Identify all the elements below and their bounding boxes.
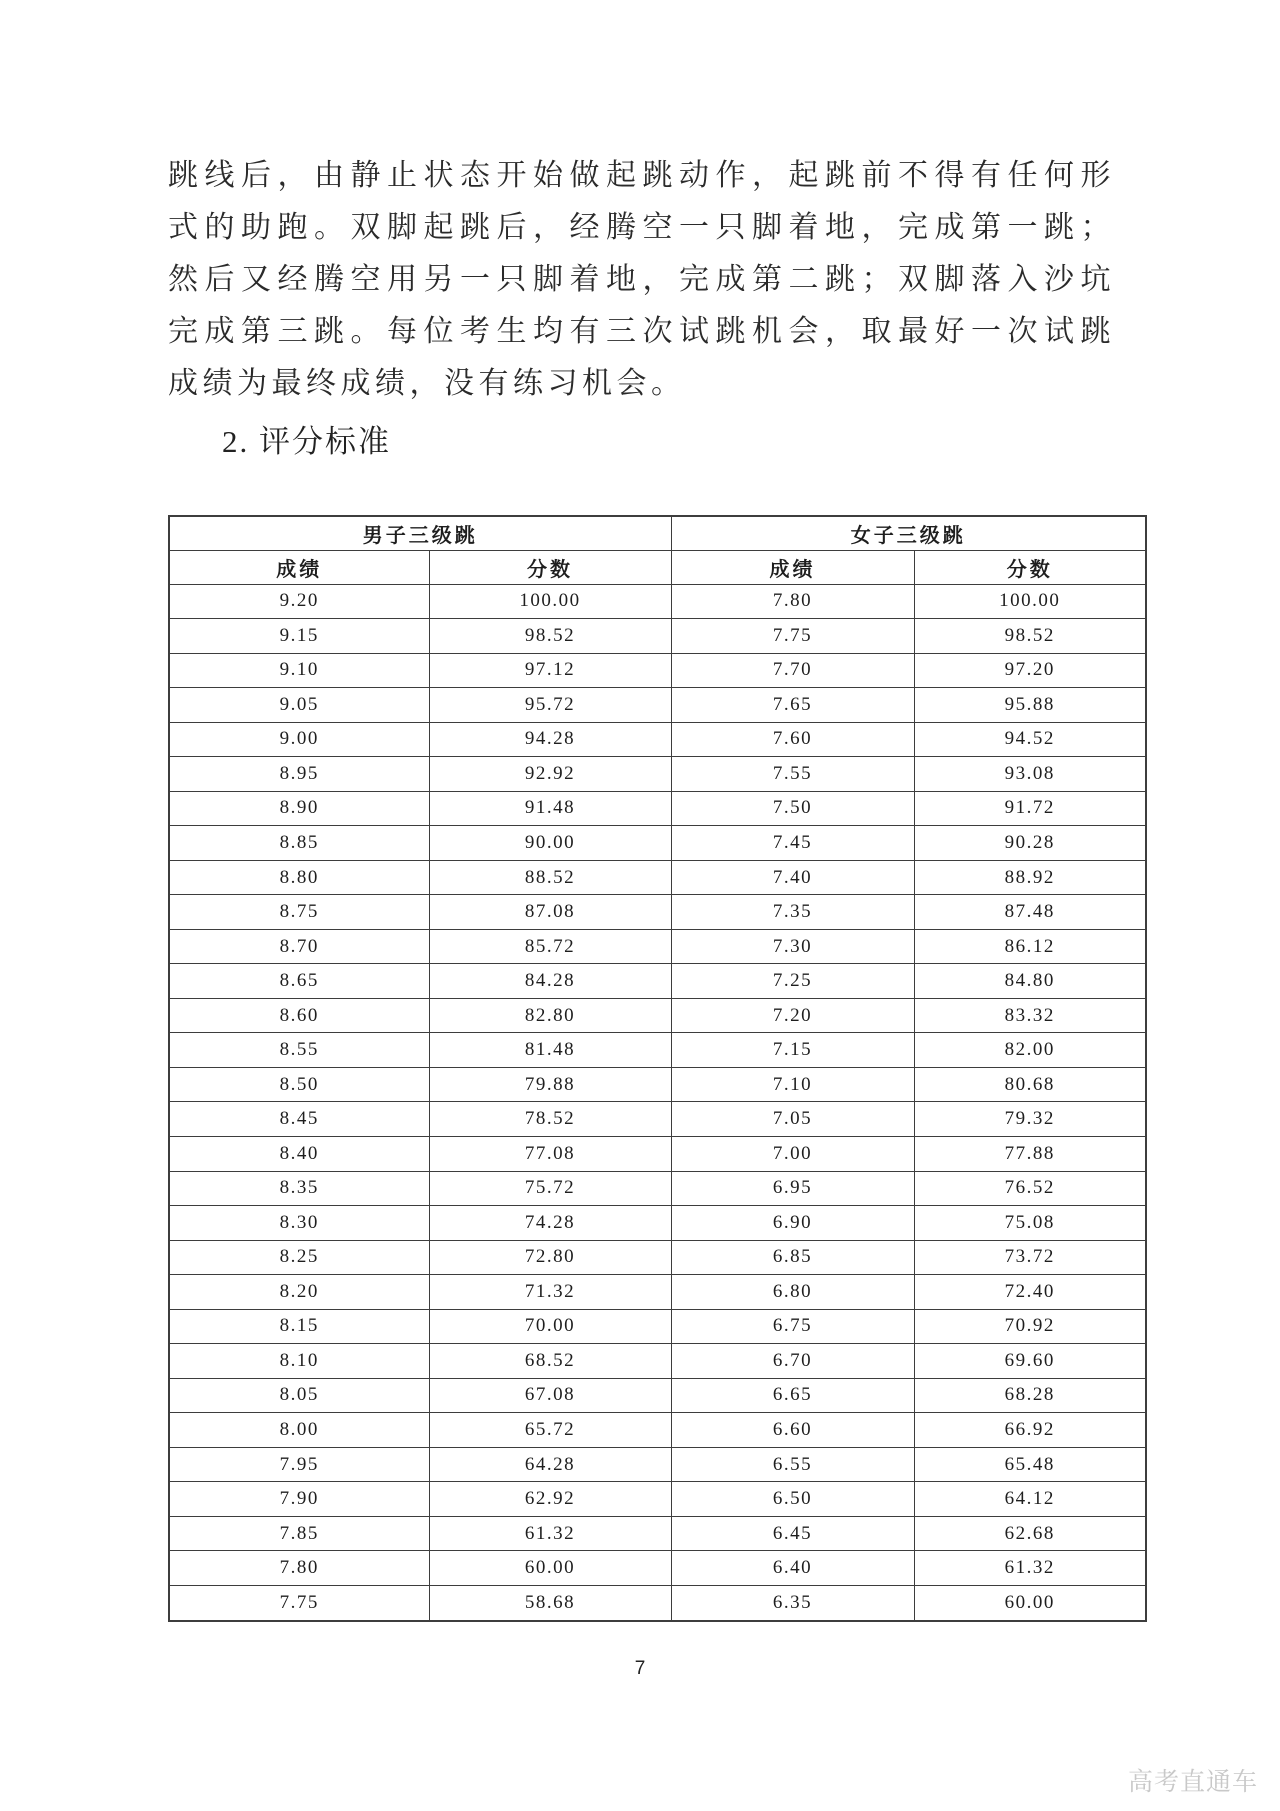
men-score-header: 成绩 [169, 550, 429, 584]
table-row [169, 895, 1146, 930]
points-cell: 77.08 [429, 1137, 671, 1172]
points-cell: 84.80 [914, 964, 1146, 999]
score-cell: 8.80 [169, 860, 429, 895]
score-cell: 7.30 [671, 929, 914, 964]
score-cell: 8.05 [169, 1378, 429, 1413]
score-cell: 9.20 [169, 584, 429, 619]
points-cell: 84.28 [429, 964, 671, 999]
score-cell: 6.35 [671, 1585, 914, 1621]
table-row [169, 1378, 1146, 1413]
score-cell: 8.75 [169, 895, 429, 930]
points-cell: 60.00 [914, 1585, 1146, 1621]
points-cell: 68.28 [914, 1378, 1146, 1413]
table-row [169, 1033, 1146, 1068]
points-cell: 62.92 [429, 1482, 671, 1517]
points-cell: 75.08 [914, 1206, 1146, 1241]
points-cell: 75.72 [429, 1171, 671, 1206]
paragraph-line: 完成第三跳。每位考生均有三次试跳机会，取最好一次试跳 [168, 315, 1115, 348]
points-cell: 61.32 [429, 1516, 671, 1551]
points-cell: 94.28 [429, 722, 671, 757]
points-cell: 90.28 [914, 826, 1146, 861]
points-cell: 71.32 [429, 1275, 671, 1310]
points-cell: 93.08 [914, 757, 1146, 792]
points-cell: 90.00 [429, 826, 671, 861]
score-cell: 8.25 [169, 1240, 429, 1275]
table-row [169, 688, 1146, 723]
table-row [169, 791, 1146, 826]
score-cell: 8.20 [169, 1275, 429, 1310]
score-cell: 6.40 [671, 1551, 914, 1586]
group-header-row [169, 516, 1146, 550]
points-cell: 98.52 [914, 619, 1146, 654]
score-cell: 9.10 [169, 653, 429, 688]
points-cell: 65.48 [914, 1447, 1146, 1482]
points-cell: 72.80 [429, 1240, 671, 1275]
points-cell: 92.92 [429, 757, 671, 792]
score-cell: 7.25 [671, 964, 914, 999]
column-header-row [169, 550, 1146, 584]
points-cell: 100.00 [429, 584, 671, 619]
table-row [169, 653, 1146, 688]
men-group-header: 男子三级跳 [169, 516, 671, 550]
points-cell: 72.40 [914, 1275, 1146, 1310]
points-cell: 68.52 [429, 1344, 671, 1379]
points-cell: 88.92 [914, 860, 1146, 895]
scoring-table-body [169, 584, 1146, 1621]
men-points-header: 分数 [429, 550, 671, 584]
body-paragraph [168, 150, 1115, 410]
points-cell: 67.08 [429, 1378, 671, 1413]
score-cell: 7.15 [671, 1033, 914, 1068]
scoring-table [168, 515, 1147, 1622]
table-row [169, 722, 1146, 757]
score-cell: 6.65 [671, 1378, 914, 1413]
score-cell: 8.00 [169, 1413, 429, 1448]
paragraph-line: 成绩为最终成绩，没有练习机会。 [168, 367, 686, 400]
women-group-header: 女子三级跳 [671, 516, 1146, 550]
score-cell: 8.30 [169, 1206, 429, 1241]
score-cell: 6.85 [671, 1240, 914, 1275]
points-cell: 82.00 [914, 1033, 1146, 1068]
points-cell: 79.32 [914, 1102, 1146, 1137]
score-cell: 7.75 [671, 619, 914, 654]
points-cell: 97.12 [429, 653, 671, 688]
table-row [169, 1275, 1146, 1310]
table-row [169, 1585, 1146, 1621]
table-row [169, 1447, 1146, 1482]
score-cell: 7.45 [671, 826, 914, 861]
score-cell: 8.60 [169, 998, 429, 1033]
points-cell: 58.68 [429, 1585, 671, 1621]
table-row [169, 1482, 1146, 1517]
score-cell: 7.40 [671, 860, 914, 895]
score-cell: 7.90 [169, 1482, 429, 1517]
points-cell: 69.60 [914, 1344, 1146, 1379]
points-cell: 100.00 [914, 584, 1146, 619]
points-cell: 95.88 [914, 688, 1146, 723]
points-cell: 62.68 [914, 1516, 1146, 1551]
score-cell: 7.60 [671, 722, 914, 757]
score-cell: 8.15 [169, 1309, 429, 1344]
score-cell: 6.60 [671, 1413, 914, 1448]
score-cell: 7.55 [671, 757, 914, 792]
score-cell: 8.70 [169, 929, 429, 964]
score-cell: 6.80 [671, 1275, 914, 1310]
table-row [169, 1516, 1146, 1551]
paragraph-line: 式的助跑。双脚起跳后，经腾空一只脚着地，完成第一跳； [168, 211, 1115, 244]
score-cell: 8.95 [169, 757, 429, 792]
table-row [169, 1102, 1146, 1137]
paragraph-line: 然后又经腾空用另一只脚着地，完成第二跳；双脚落入沙坑 [168, 263, 1115, 296]
points-cell: 98.52 [429, 619, 671, 654]
points-cell: 64.12 [914, 1482, 1146, 1517]
score-cell: 8.10 [169, 1344, 429, 1379]
points-cell: 74.28 [429, 1206, 671, 1241]
points-cell: 76.52 [914, 1171, 1146, 1206]
score-cell: 7.75 [169, 1585, 429, 1621]
points-cell: 88.52 [429, 860, 671, 895]
score-cell: 7.20 [671, 998, 914, 1033]
table-row [169, 1137, 1146, 1172]
page-number: 7 [634, 1658, 646, 1679]
score-cell: 7.70 [671, 653, 914, 688]
table-row [169, 929, 1146, 964]
table-row [169, 964, 1146, 999]
points-cell: 95.72 [429, 688, 671, 723]
score-cell: 9.15 [169, 619, 429, 654]
points-cell: 73.72 [914, 1240, 1146, 1275]
score-cell: 7.65 [671, 688, 914, 723]
table-row [169, 826, 1146, 861]
points-cell: 94.52 [914, 722, 1146, 757]
women-score-header: 成绩 [671, 550, 914, 584]
table-row [169, 1206, 1146, 1241]
points-cell: 83.32 [914, 998, 1146, 1033]
watermark: 高考直通车 [1127, 1769, 1258, 1796]
score-cell: 6.55 [671, 1447, 914, 1482]
table-row [169, 1067, 1146, 1102]
table-row [169, 860, 1146, 895]
points-cell: 70.00 [429, 1309, 671, 1344]
points-cell: 80.68 [914, 1067, 1146, 1102]
table-row [169, 1413, 1146, 1448]
score-cell: 8.50 [169, 1067, 429, 1102]
score-cell: 6.70 [671, 1344, 914, 1379]
score-cell: 7.35 [671, 895, 914, 930]
score-cell: 6.90 [671, 1206, 914, 1241]
score-cell: 8.35 [169, 1171, 429, 1206]
score-cell: 8.90 [169, 791, 429, 826]
score-cell: 6.45 [671, 1516, 914, 1551]
points-cell: 87.08 [429, 895, 671, 930]
score-cell: 7.00 [671, 1137, 914, 1172]
table-row [169, 584, 1146, 619]
points-cell: 91.48 [429, 791, 671, 826]
points-cell: 61.32 [914, 1551, 1146, 1586]
score-cell: 6.75 [671, 1309, 914, 1344]
points-cell: 64.28 [429, 1447, 671, 1482]
points-cell: 60.00 [429, 1551, 671, 1586]
points-cell: 77.88 [914, 1137, 1146, 1172]
points-cell: 70.92 [914, 1309, 1146, 1344]
score-cell: 8.40 [169, 1137, 429, 1172]
score-cell: 8.45 [169, 1102, 429, 1137]
score-cell: 7.50 [671, 791, 914, 826]
table-row [169, 757, 1146, 792]
paragraph-line: 跳线后，由静止状态开始做起跳动作，起跳前不得有任何形 [168, 159, 1115, 192]
table-row [169, 1309, 1146, 1344]
table-row [169, 998, 1146, 1033]
score-cell: 8.85 [169, 826, 429, 861]
women-points-header: 分数 [914, 550, 1146, 584]
score-cell: 7.85 [169, 1516, 429, 1551]
score-cell: 8.55 [169, 1033, 429, 1068]
points-cell: 85.72 [429, 929, 671, 964]
points-cell: 79.88 [429, 1067, 671, 1102]
score-cell: 7.80 [671, 584, 914, 619]
points-cell: 91.72 [914, 791, 1146, 826]
points-cell: 78.52 [429, 1102, 671, 1137]
points-cell: 97.20 [914, 653, 1146, 688]
table-row [169, 1240, 1146, 1275]
score-cell: 6.50 [671, 1482, 914, 1517]
score-cell: 9.05 [169, 688, 429, 723]
score-cell: 7.80 [169, 1551, 429, 1586]
section-heading: 2. 评分标准 [222, 424, 391, 459]
points-cell: 87.48 [914, 895, 1146, 930]
score-cell: 6.95 [671, 1171, 914, 1206]
points-cell: 66.92 [914, 1413, 1146, 1448]
score-cell: 7.95 [169, 1447, 429, 1482]
table-row [169, 1344, 1146, 1379]
score-cell: 8.65 [169, 964, 429, 999]
points-cell: 86.12 [914, 929, 1146, 964]
score-cell: 7.10 [671, 1067, 914, 1102]
points-cell: 65.72 [429, 1413, 671, 1448]
points-cell: 82.80 [429, 998, 671, 1033]
table-row [169, 1551, 1146, 1586]
score-cell: 7.05 [671, 1102, 914, 1137]
score-cell: 9.00 [169, 722, 429, 757]
table-row [169, 1171, 1146, 1206]
points-cell: 81.48 [429, 1033, 671, 1068]
table-row [169, 619, 1146, 654]
